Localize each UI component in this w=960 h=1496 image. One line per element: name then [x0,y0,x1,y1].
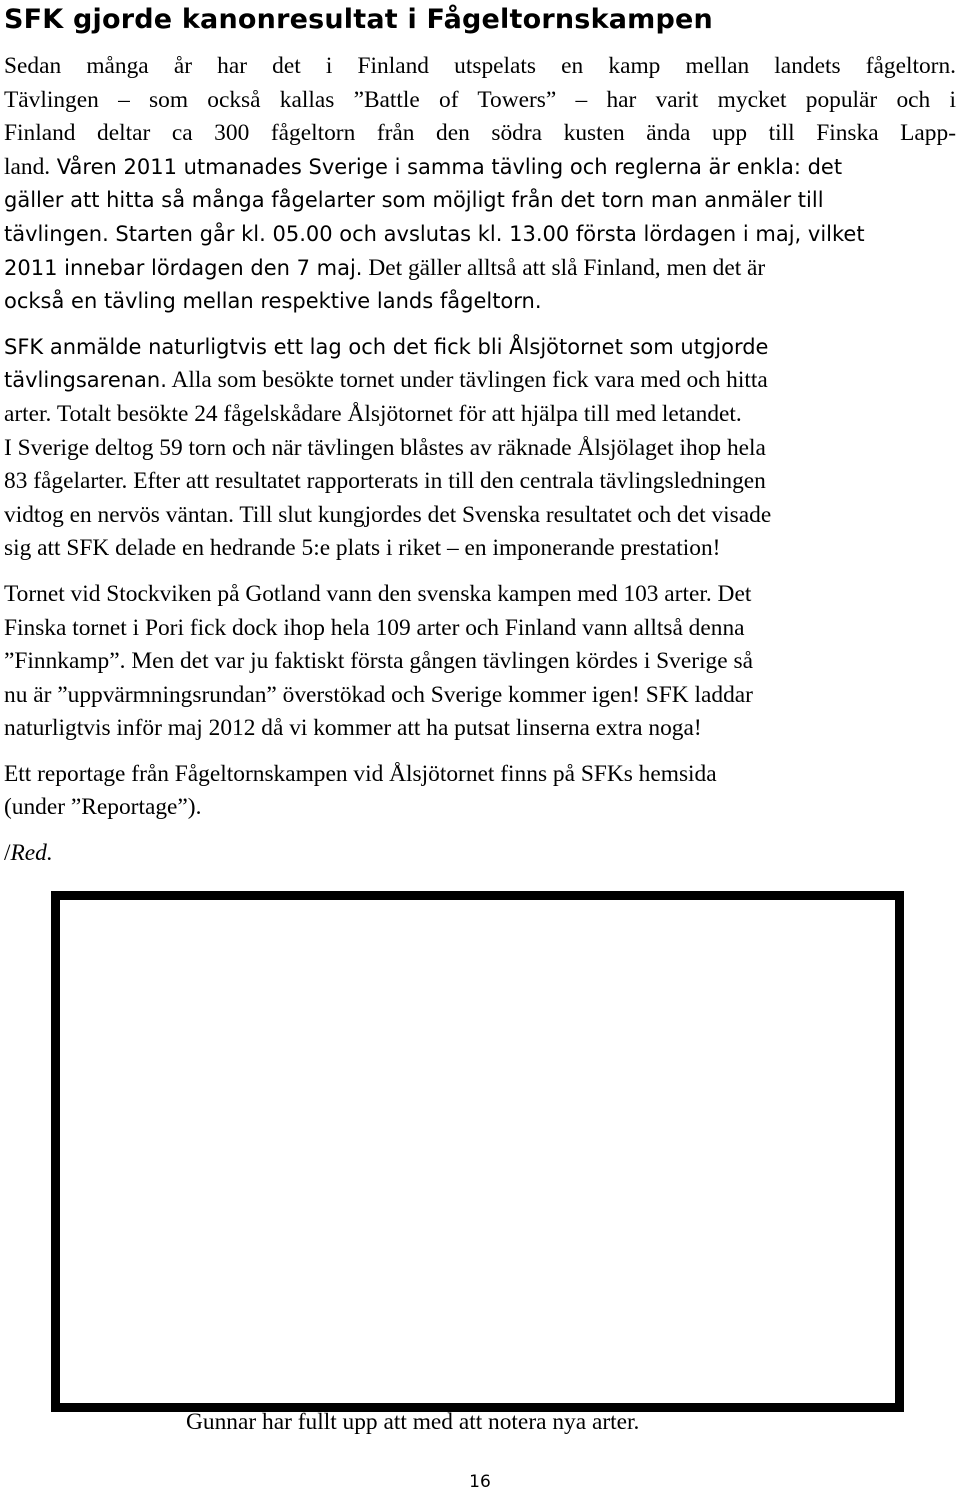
signature [4,837,956,871]
text-line: Ett reportage från Fågeltornskampen vid Ålsjötornet finns på SFKs hemsida [4,760,717,787]
text-line: Sedan många år har det i Finland utspelats en kamp mellan landets fågeltorn. [4,53,956,79]
photo-frame [51,891,904,1412]
text-line: också en tävling mellan respektive lands fågeltorn. [4,289,542,314]
text-line: Finska tornet i Pori fick dock ihop hela 109 arter och Finland vann alltså denna [4,614,745,641]
text-line: nu är ”uppvärmningsrundan” överstökad och Sverige kommer igen! SFK laddar [4,681,753,708]
text-run: Det gäller alltså att slå Finland, men det är [362,254,766,281]
paragraph-intro [4,50,956,319]
text-line: vidtog en nervös väntan. Till slut kungjordes det Svenska resultatet och det visade [4,501,772,528]
text-line: SFK anmälde naturligtvis ett lag och det fick bli Ålsjötornet som utgjorde [4,334,769,359]
text-run: Alla som besökte tornet under tävlingen fick vara med och hitta [166,367,768,394]
text-line [4,252,956,286]
article-body [4,50,956,883]
text-line [4,151,956,185]
text-line: gäller att hitta så många fågelarter som möjligt från det torn man anmäler till [4,188,824,213]
paragraph-reportage [4,758,956,825]
article-title: SFK gjorde kanonresultat i Fågeltornskampen [4,4,713,35]
text-line: sig att SFK delade en hedrande 5:e plats i riket – en imponerande prestation! [4,535,721,562]
photo-caption: Gunnar har fullt upp att med att notera nya arter. [186,1409,640,1435]
text-line: I Sverige deltog 59 torn och när tävlingen blåstes av räknade Ålsjölaget ihop hela [4,434,766,461]
text-line: Tävlingen – som också kallas ”Battle of Towers” – har varit mycket populär och i [4,86,956,113]
text-run: Våren 2011 utmanades Sverige i samma tävling och reglerna är enkla: det [50,154,843,179]
text-line: arter. Totalt besökte 24 fågelskådare Ålsjötornet för att hjälpa till med letandet. [4,400,742,427]
signature-slash: / [4,840,11,867]
text-run: 2011 innebar lördagen den 7 maj. [4,255,363,280]
paragraph-results [4,578,956,746]
text-run: tävlingsarenan. [4,368,167,393]
paragraph-participation [4,331,956,566]
text-line: 83 fågelarter. Efter att resultatet rapporterats in till den centrala tävlingsledningen [4,468,766,495]
text-line: (under ”Reportage”). [4,794,202,821]
text-run: land. [4,153,51,180]
text-line: ”Finnkamp”. Men det var ju faktiskt första gången tävlingen kördes i Sverige så [4,648,753,675]
text-line: Tornet vid Stockviken på Gotland vann den svenska kampen med 103 arter. Det [4,580,752,607]
text-line: Finland deltar ca 300 fågeltorn från den södra kusten ända upp till Finska Lapp- [4,120,956,147]
signature-name: Red. [10,840,53,867]
text-line: tävlingen. Starten går kl. 05.00 och avslutas kl. 13.00 första lördagen i maj, vilket [4,221,865,246]
page-number: 16 [469,1472,491,1492]
text-line [4,364,956,398]
text-line: naturligtvis inför maj 2012 då vi kommer att ha putsat linserna extra noga! [4,715,702,742]
